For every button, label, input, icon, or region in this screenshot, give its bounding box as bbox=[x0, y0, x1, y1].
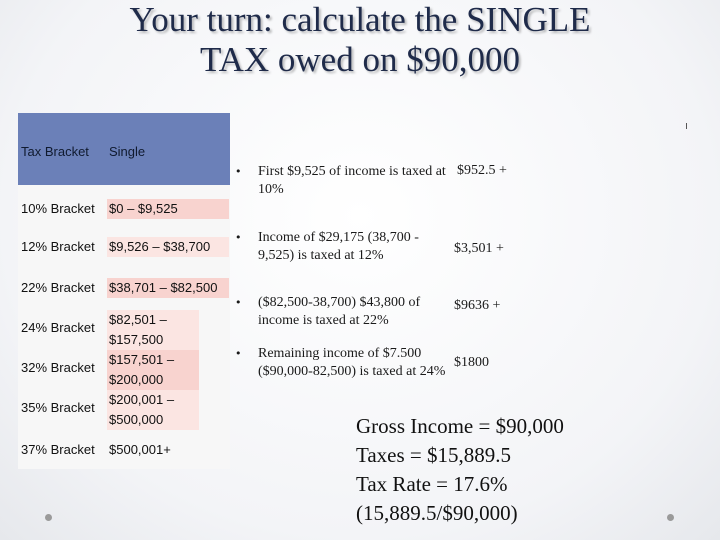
amount-24pct: $1800 bbox=[454, 355, 489, 370]
bullet-text: ($82,500-38,700) $43,800 of income is taxed at 22% bbox=[258, 295, 421, 328]
bracket-label: 10% Bracket bbox=[21, 201, 95, 216]
bracket-label: 32% Bracket bbox=[21, 360, 95, 375]
bullet-text: First $9,525 of income is taxed at 10% bbox=[258, 164, 446, 197]
header-single: Single bbox=[109, 144, 146, 159]
bracket-label: 12% Bracket bbox=[21, 239, 95, 254]
bullet-dot-icon: • bbox=[235, 347, 242, 360]
tax-rate-calculation: (15,889.5/$90,000) bbox=[356, 501, 518, 525]
tax-rate-line: Tax Rate = 17.6% bbox=[356, 472, 508, 496]
bullet-dot-icon: • bbox=[235, 231, 242, 244]
tax-summary bbox=[356, 412, 564, 528]
bullet-dot-icon: • bbox=[235, 165, 242, 178]
header-tax-bracket: Tax Bracket bbox=[21, 144, 89, 159]
bracket-label: 22% Bracket bbox=[21, 280, 95, 295]
amount-12pct: $3,501 + bbox=[454, 241, 504, 256]
bracket-range: $0 – $9,525 bbox=[107, 199, 229, 219]
bracket-label: 24% Bracket bbox=[21, 320, 95, 335]
bullet-text: Income of $29,175 (38,700 - 9,525) is taxed at 12% bbox=[258, 230, 419, 263]
title-line-2: TAX owed on $90,000 bbox=[200, 40, 520, 79]
amount-10pct: $952.5 + bbox=[457, 163, 507, 178]
bracket-range: $157,501 – $200,000 bbox=[107, 350, 199, 390]
bullet-text: Remaining income of $7.500 ($90,000-82,500) is taxed at 24% bbox=[258, 346, 446, 379]
taxes-line: Taxes = $15,889.5 bbox=[356, 443, 512, 467]
bracket-range: $38,701 – $82,500 bbox=[107, 278, 229, 298]
gross-income-line: Gross Income = $90,000 bbox=[356, 414, 564, 438]
bracket-label: 37% Bracket bbox=[21, 442, 95, 457]
amount-22pct: $9636 + bbox=[454, 298, 501, 313]
bullet-dot-icon: • bbox=[235, 296, 242, 309]
slide-corner-dot-right bbox=[667, 514, 674, 521]
slide-corner-dot-left bbox=[45, 514, 52, 521]
bracket-range: $500,001+ bbox=[109, 442, 171, 457]
bracket-label: 35% Bracket bbox=[21, 400, 95, 415]
bracket-range: $9,526 – $38,700 bbox=[107, 237, 229, 257]
slide-title bbox=[40, 0, 680, 80]
bracket-range: $82,501 – $157,500 bbox=[107, 310, 199, 350]
decorative-tick bbox=[686, 123, 687, 129]
title-line-1: Your turn: calculate the SINGLE bbox=[129, 0, 591, 39]
bracket-range: $200,001 – $500,000 bbox=[107, 390, 199, 430]
